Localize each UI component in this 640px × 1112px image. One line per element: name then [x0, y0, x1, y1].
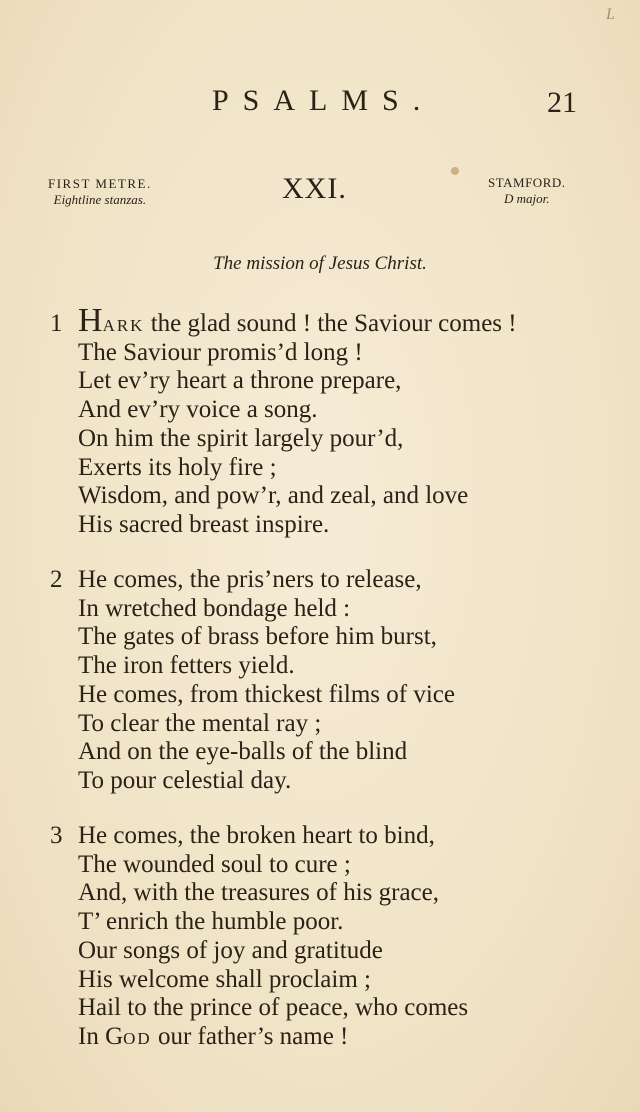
small-caps-initial: G	[105, 1022, 124, 1050]
verse-line: And ev’ry voice a song.	[78, 396, 318, 424]
verse-line: T’ enrich the humble poor.	[78, 908, 344, 936]
verse-line-text: the glad sound ! the Saviour comes !	[144, 310, 517, 337]
verse-line: The wounded soul to cure ;	[78, 850, 351, 878]
verse-line-text: our father’s name !	[151, 1022, 349, 1050]
verse-line: The Saviour promis’d long !	[78, 338, 363, 366]
verse-line: In wretched bondage held :	[78, 594, 351, 622]
stanza-number: 3	[50, 822, 63, 849]
metre-line-2: Eightline stanzas.	[53, 192, 147, 207]
verse-line: To clear the mental ray ;	[78, 709, 322, 737]
tune-key: D major.	[504, 191, 550, 206]
small-caps: OD	[123, 1028, 152, 1048]
running-title: PSALMS.	[212, 84, 435, 117]
psalm-number: XXI.	[282, 172, 347, 205]
verse-line: On him the spirit largely pour’d,	[78, 424, 404, 452]
page-number: 21	[547, 86, 577, 119]
tune-note	[488, 175, 566, 207]
psalm-subtitle: The mission of Jesus Christ.	[213, 253, 427, 274]
verse-line: His sacred breast inspire.	[78, 510, 330, 538]
verse-line: To pour celestial day.	[78, 766, 292, 794]
small-caps: ARK	[102, 316, 145, 335]
verse-line: He comes, the pris’ners to release,	[78, 566, 422, 593]
verse-line: And, with the treasures of his grace,	[78, 879, 439, 907]
tune-name: STAMFORD.	[488, 175, 566, 190]
verse-line: Our songs of joy and gratitude	[78, 936, 383, 964]
verse-line: He comes, from thickest films of vice	[78, 680, 455, 708]
paper-stain	[451, 167, 459, 175]
verse-line: Wisdom, and pow’r, and zeal, and love	[78, 482, 469, 510]
pencil-mark: L	[606, 6, 615, 23]
verse-line: Hail to the prince of peace, who comes	[78, 994, 469, 1022]
verse-line: Let ev’ry heart a throne prepare,	[78, 367, 402, 395]
verse-line: He comes, the broken heart to bind,	[78, 822, 435, 849]
verse-line-text: In	[78, 1022, 106, 1050]
verse-line: The gates of brass before him burst,	[78, 623, 437, 651]
verse-line: Exerts its holy fire ;	[78, 453, 277, 481]
verse-line: His welcome shall proclaim ;	[78, 965, 371, 993]
verse-line: The iron fetters yield.	[78, 652, 295, 680]
verse-line: And on the eye-balls of the blind	[78, 738, 408, 766]
drop-cap: H	[78, 302, 103, 339]
verse-line	[78, 1023, 348, 1052]
running-head	[0, 84, 640, 124]
metre-note	[48, 176, 152, 208]
metre-line-1: FIRST METRE.	[48, 176, 152, 191]
verse-line	[78, 302, 517, 339]
stanza-number: 1	[50, 310, 63, 337]
stanza-number: 2	[50, 566, 63, 593]
